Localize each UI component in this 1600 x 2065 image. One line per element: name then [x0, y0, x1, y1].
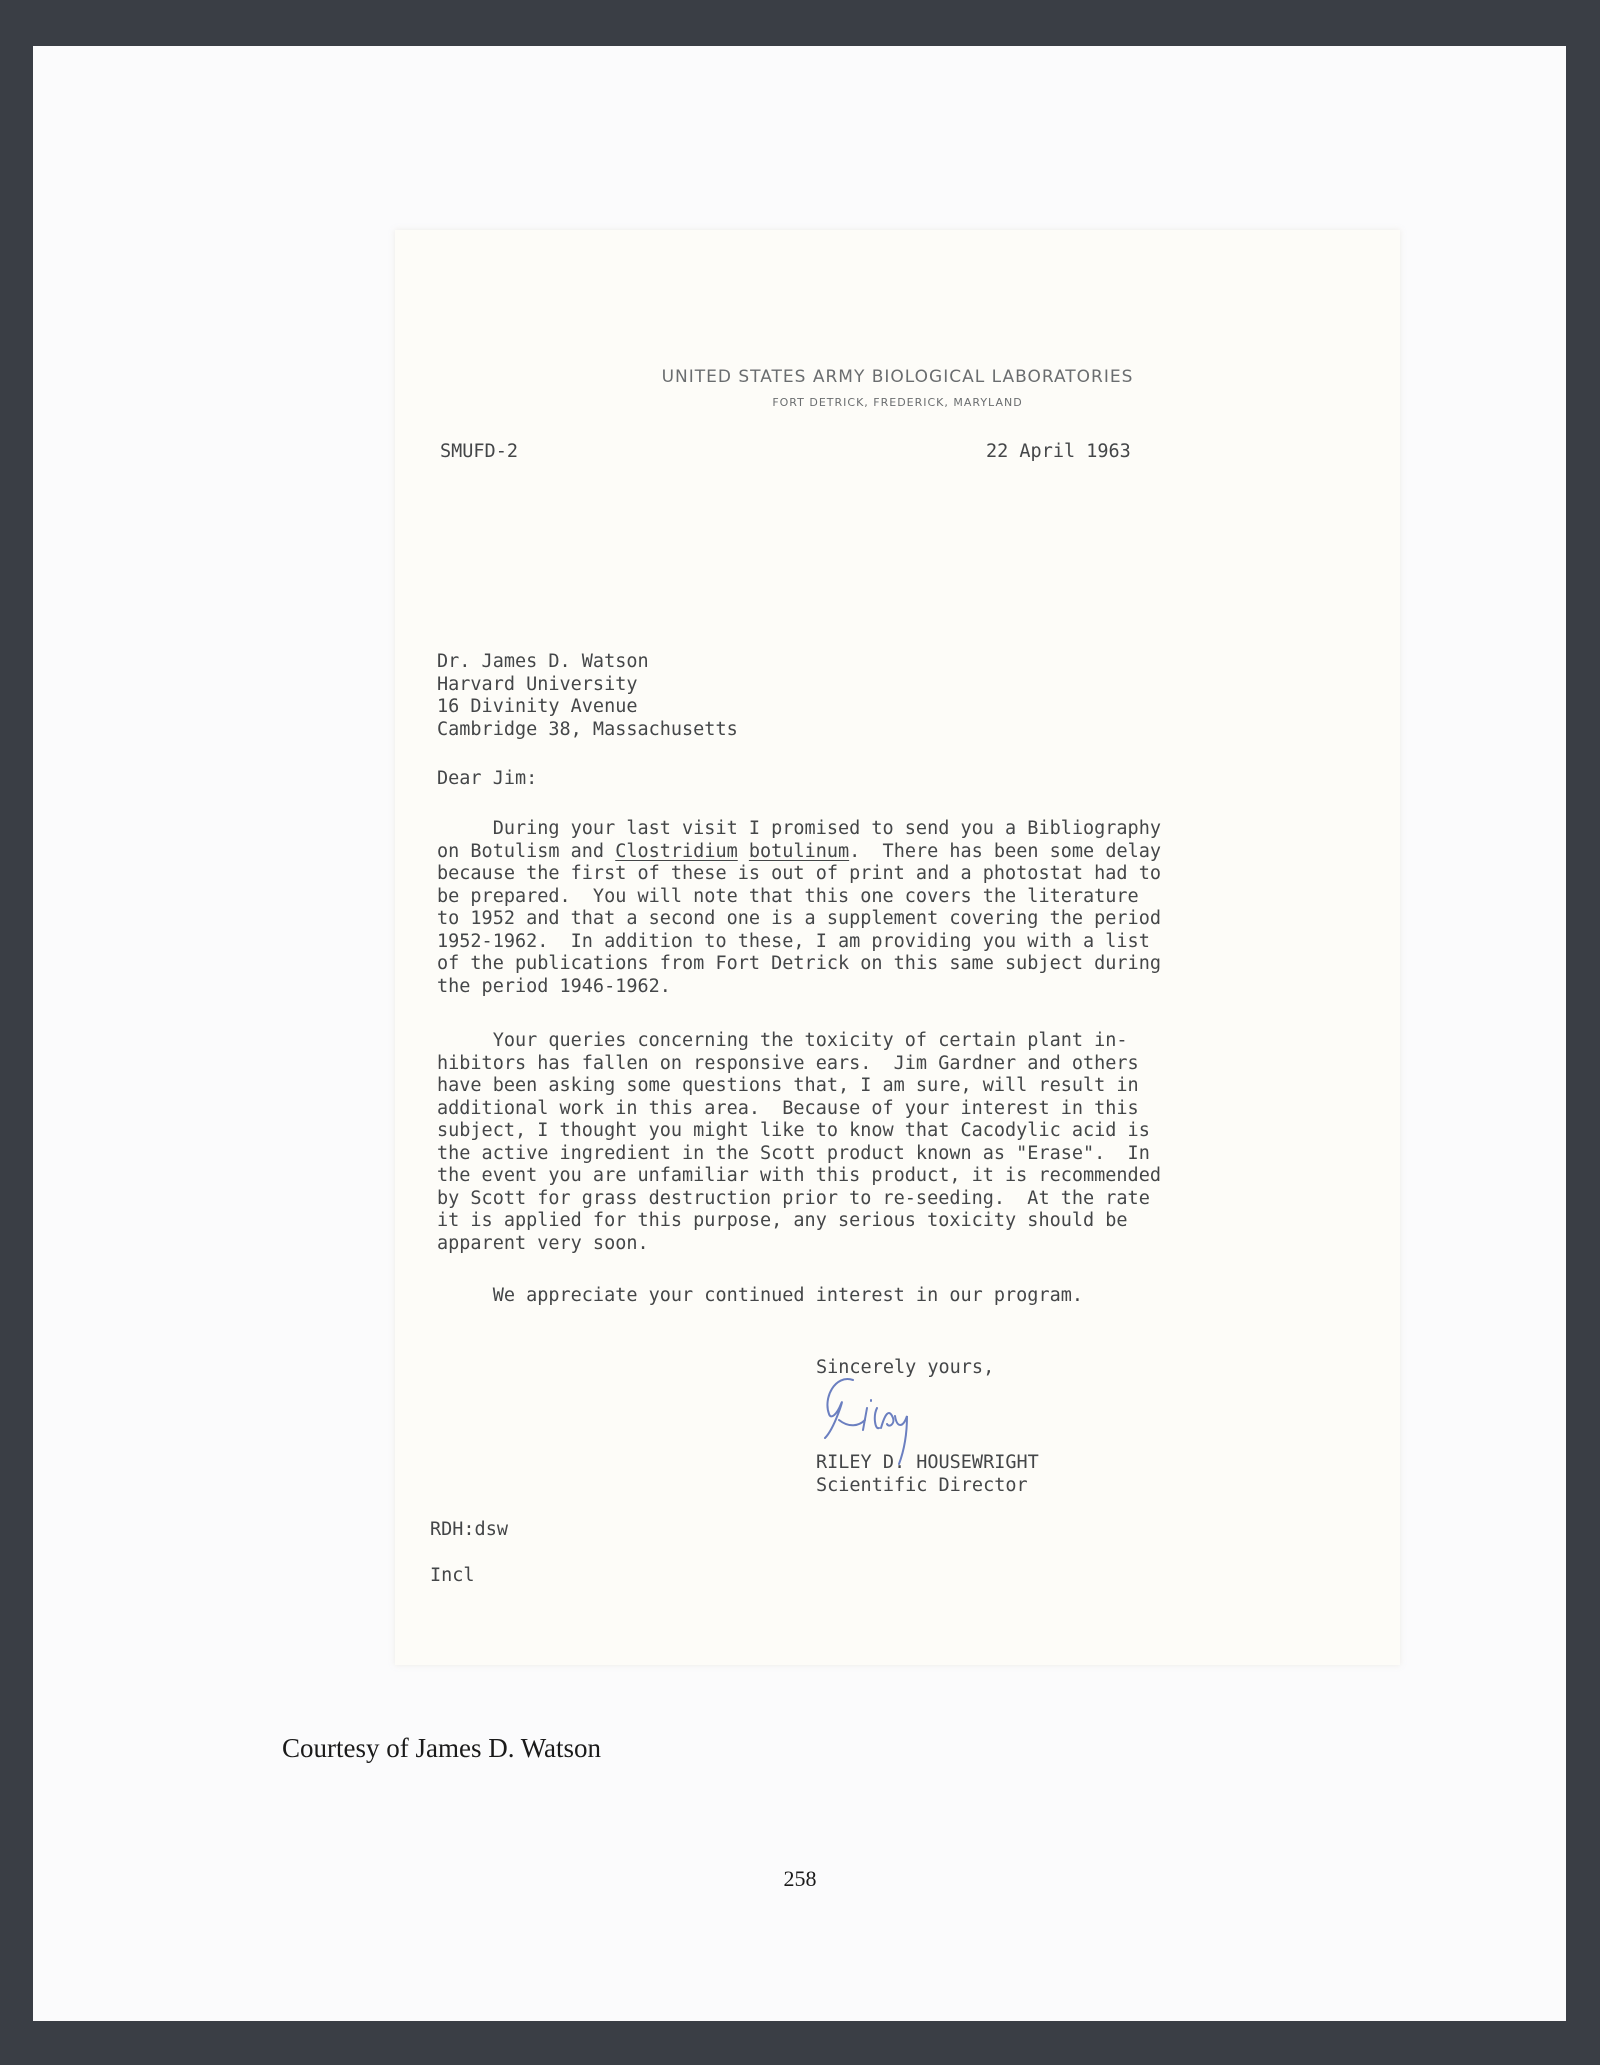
text-line: have been asking some questions that, I am sure, will result in: [437, 1075, 1139, 1096]
closing: Sincerely yours,: [816, 1357, 995, 1378]
recipient-line: Dr. James D. Watson: [437, 651, 649, 672]
text-line: the event you are unfamiliar with this product, it is recommended: [437, 1165, 1161, 1186]
letter-date: 22 April 1963: [986, 441, 1131, 462]
reference-initials: RDH:dsw: [430, 1519, 508, 1540]
reference-code: SMUFD-2: [440, 441, 518, 462]
text-line: hibitors has fallen on responsive ears. Jim Gardner and others: [437, 1052, 1139, 1074]
paragraph-2: [437, 1030, 1161, 1255]
recipient-line: 16 Divinity Avenue: [437, 696, 638, 717]
text-line: 1952-1962. In addition to these, I am providing you with a list: [437, 930, 1150, 952]
paragraph-1: [437, 818, 1161, 998]
recipient-line: Harvard University: [437, 673, 638, 695]
underlined-term: botulinum: [748, 840, 850, 862]
text-line: the active ingredient in the Scott product known as "Erase". In: [437, 1142, 1150, 1164]
recipient-address: [437, 651, 738, 741]
signatory-title: Scientific Director: [816, 1475, 1028, 1496]
text-line: be prepared. You will note that this one covers the literature: [437, 885, 1139, 907]
enclosure-note: Incl: [430, 1565, 475, 1586]
text-line: Your queries concerning the toxicity of certain plant in-: [437, 1030, 1128, 1051]
text-line: the period 1946-1962.: [437, 975, 671, 997]
page-number: 258: [783, 1866, 817, 1891]
salutation: Dear Jim:: [437, 768, 538, 789]
text-line: subject, I thought you might like to know that Cacodylic acid is: [437, 1120, 1150, 1141]
text-line: by Scott for grass destruction prior to re-seeding. At the rate: [437, 1187, 1150, 1209]
letterhead-subtitle: FORT DETRICK, FREDERICK, MARYLAND: [772, 396, 1023, 409]
text-segment: on Botulism and: [437, 840, 616, 862]
text-line: [437, 841, 1161, 864]
text-line: apparent very soon.: [437, 1232, 649, 1254]
text-line: because the first of these is out of print and a photostat had to: [437, 863, 1161, 884]
letterhead-title: UNITED STATES ARMY BIOLOGICAL LABORATORIES: [661, 367, 1134, 387]
text-line: to 1952 and that a second one is a supplement covering the period: [437, 908, 1161, 929]
text-line: additional work in this area. Because of your interest in this: [437, 1097, 1139, 1119]
text-segment: . There has been some delay: [849, 840, 1162, 862]
text-line: it is applied for this purpose, any serious toxicity should be: [437, 1210, 1128, 1231]
signatory-name: RILEY D. HOUSEWRIGHT: [816, 1452, 1039, 1473]
text-line: During your last visit I promised to send you a Bibliography: [437, 818, 1161, 839]
courtesy-caption: Courtesy of James D. Watson: [282, 1733, 602, 1763]
paragraph-3: We appreciate your continued interest in our program.: [437, 1285, 1084, 1306]
underlined-term: Clostridium: [615, 840, 738, 862]
recipient-line: Cambridge 38, Massachusetts: [437, 718, 738, 740]
text-segment: [738, 841, 749, 862]
text-line: of the publications from Fort Detrick on this same subject during: [437, 953, 1161, 974]
